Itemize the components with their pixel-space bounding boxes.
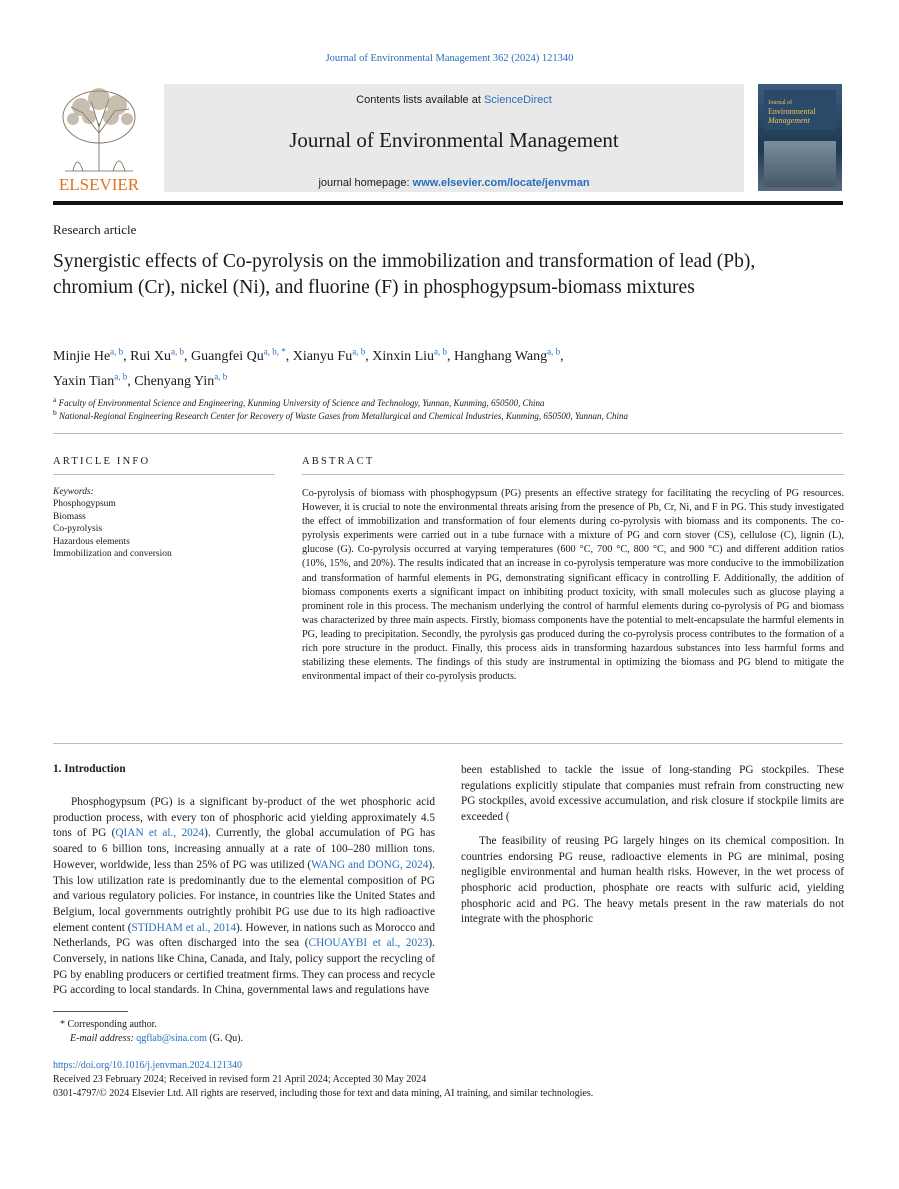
paragraph-text: been established to tackle the issue of long-standing PG stockpiles. These regulations explicitly stipulate that companies must refrain from constructing new PG stockpiles, avoid excessive accumulation, and risk closure if stockpile limits are exceeded ( — [461, 764, 844, 824]
author: Minjie He$^{a, b}$, — [53, 346, 131, 364]
affiliation-b — [53, 408, 833, 421]
keyword: Hazardous elements — [53, 536, 130, 547]
homepage-link[interactable]: www.elsevier.com/locate/jenvman — [412, 177, 590, 189]
keyword: Immobilization and conversion — [53, 549, 172, 560]
keywords-block — [53, 486, 273, 560]
intro-column-right — [461, 763, 844, 928]
affiliation-text: National-Regional Engineering Research Center for Recovery of Waste Gases from Metallurgical and Chemical Industries, Kunming, 650500, Yunnan, China — [59, 411, 629, 421]
article-type: Research article — [53, 222, 137, 237]
author-list — [53, 341, 833, 392]
article-info-divider — [53, 474, 275, 475]
citation-link[interactable]: STIDHAM et al., 2014 — [131, 921, 237, 934]
keywords-label: Keywords: — [53, 487, 94, 497]
abstract-text: Co-pyrolysis of biomass with phosphogypsum (PG) presents an effective strategy for facilitating the recycling of PG resources. However, it is crucial to note the environmental threats arising from the presence of Pb, Cr, Ni, and F in PG. This study investigated the effect of immobilization and transformation of four elements during co-pyrolysis with biomass and its components. The co-pyrolysis experiments were carried out in a tube furnace with a mixture of PG and corn stover (CS), cellulose (C), lignin (L), glucose (G). Co-pyrolysis occurred at varying temperatures (600 °C, 700 °C, 800 °C, and 900 °C) and different addition ratios (10%, 15%, and 20%). The results indicated that an increase in co-pyrolysis temperature was more conducive to the immobilization and transformation of harmful elements in PG, demonstrating significant efficacy in controlling F. Additionally, the addition of biomass components exerts a significant impact on inhibiting product toxicity, with small molecules such as glucose playing a prominent role in this process. The mechanism underlying the control of harmful elements during co-pyrolysis of PG and biomass was characterized by three main aspects. Firstly, biomass components have the potential to melt-encapsulate the harmful elements in PG, leading to precipitation. Secondly, the pyrolysis gas produced during the co-pyrolysis process contributes to the formation of a rich pore structure in the product. Finally, this process aids in transforming hazardous substances into less harmful forms and stabilizing these elements. The findings of this study are instrumental in optimizing the biomass and PG blend to mitigate the environmental impact of their co-pyrolysis products. — [302, 488, 844, 683]
citation-link[interactable]: WANG and DONG, 2024 — [311, 858, 429, 871]
section-heading-introduction: 1. Introduction — [53, 763, 126, 775]
abstract-end-divider — [53, 743, 843, 744]
copyright-notice: 0301-4797/© 2024 Elsevier Ltd. All rights are reserved, including those for text and data mining, AI training, and similar technologies. — [53, 1088, 594, 1099]
keyword: Phosphogypsum — [53, 499, 116, 510]
author: Xianyu Fu$^{a, b}$, — [292, 346, 373, 364]
affiliation-text: Faculty of Environmental Science and Engineering, Kunming University of Science and Technology, Yunnan, Kunming, 650500, China — [58, 398, 545, 408]
citation-link[interactable]: QIAN et al., 2024 — [115, 827, 205, 840]
article-info-heading: ARTICLE INFO — [53, 456, 151, 467]
journal-title: Journal of Environmental Management — [289, 128, 619, 152]
email-suffix: (G. Qu). — [206, 1033, 243, 1044]
cover-title-line1: Journal of — [768, 100, 793, 106]
author: Chenyang Yin$^{a, b}$ — [134, 371, 228, 390]
email-label: E-mail address: — [70, 1033, 137, 1044]
cover-title-line3: Management — [768, 116, 810, 125]
author: Xinxin Liu$^{a, b}$, — [372, 346, 455, 364]
contents-prefix: Contents lists available at — [356, 94, 484, 106]
abstract-heading: ABSTRACT — [302, 456, 375, 467]
journal-cover-image — [758, 84, 842, 191]
affiliation-mark: a — [53, 395, 57, 404]
author: Rui Xu$^{a, b}$, — [130, 346, 191, 364]
email-note — [70, 1033, 243, 1044]
journal-citation[interactable]: Journal of Environmental Management 362 (2024) 121340 — [325, 53, 574, 64]
header-divider — [53, 433, 843, 434]
citation-link[interactable]: CHOUAYBI et al., 2023 — [308, 937, 429, 950]
journal-homepage — [164, 177, 744, 189]
corresponding-author-note: * Corresponding author. — [60, 1019, 157, 1030]
author: Hanghang Wang$^{a, b}$, — [454, 346, 564, 364]
journal-masthead — [164, 84, 744, 192]
article-title: Synergistic effects of Co-pyrolysis on the immobilization and transformation of lead (Pb), chromium (Cr), nickel (Ni), and fluorine (F) in phosphogypsum-biomass mixtures — [53, 251, 756, 298]
intro-paragraph-1: Phosphogypsum (PG) is a significant by-product of the wet phosphoric acid production process, with every ton of phosphoric acid yielding approximately 4.5 tons of PG (QIAN et al., 2024). Currently, the global accumulation of PG has soared to 6 billion tons, increasing annually at a rate of 100–280 million tons. However, worldwide, less than 25% of PG was utilized (WANG and DONG, 2024). This low utilization rate is predominantly due to the elemental composition of PG and various regulatory policies. For instance, in countries like the United States and Belgium, local governments outrightly prohibit PG use due to its high radioactive element content (STIDHAM et al., 2014). However, in nations such as Morocco and Netherlands, PG was often discharged into the sea (CHOUAYBI et al., 2023). Conversely, in nations like China, Canada, and Italy, policy support the recycling of PG by enabling producers or certified treatment firms. They can process and recycle PG according to local standards. In China, governmental laws and regulations have — [53, 796, 436, 997]
sciencedirect-link[interactable]: ScienceDirect — [483, 94, 552, 106]
author: Yaxin Tian$^{a, b}$, — [53, 371, 135, 390]
doi-link[interactable]: https://doi.org/10.1016/j.jenvman.2024.121340 — [53, 1060, 242, 1071]
received-dates: Received 23 February 2024; Received in revised form 21 April 2024; Accepted 30 May 2024 — [53, 1074, 427, 1085]
intro-paragraph-2: The feasibility of reusing PG largely hinges on its chemical composition. In countries endorsing PG reuse, radioactive elements in PG are minimal, posing negligible environmental and human health risks. However, in the wet process of phosphoric acid production, phosphate ore reacts with sulfuric acid, yielding phosphoric acid and PG. The heavy metals present in the raw materials do not integrate with the phosphoric — [461, 834, 844, 926]
email-link[interactable]: qgflab@sina.com — [136, 1033, 207, 1044]
affiliation-mark: b — [53, 408, 57, 417]
elsevier-logo — [53, 83, 145, 193]
keyword: Biomass — [53, 511, 86, 522]
svg-text:ELSEVIER: ELSEVIER — [58, 175, 140, 193]
keyword: Co-pyrolysis — [53, 524, 103, 535]
affiliation-a — [53, 395, 833, 408]
abstract-divider — [302, 474, 844, 475]
intro-column-left — [53, 795, 435, 999]
footnote-rule — [53, 1011, 128, 1012]
author: Guangfei $Qu^{a, b, *}$, — [191, 346, 293, 364]
masthead-divider — [53, 201, 843, 205]
intro-paragraph-1-continued — [461, 763, 844, 826]
contents-available — [164, 94, 744, 106]
cover-title-line2: Environmental — [768, 107, 816, 116]
homepage-prefix: journal homepage: — [318, 177, 413, 189]
